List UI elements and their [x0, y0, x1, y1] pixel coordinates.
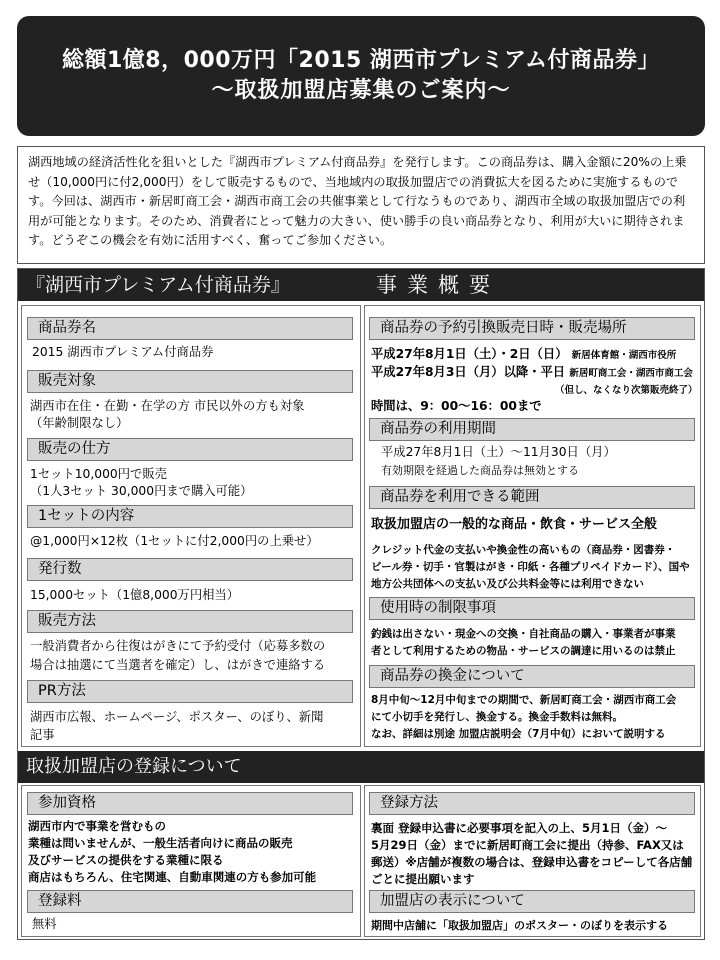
overview-heading-title: 『湖西市プレミアム付商品券』: [26, 274, 290, 296]
sale-date-1-main: 平成27年8月1日（土）・2日（日）: [371, 347, 568, 361]
label-usage-period: 商品券の利用期間: [369, 418, 695, 441]
value-qual-4: 商店はもちろん、住宅関連、自動車関連の方も参加可能: [28, 870, 317, 884]
label-issue-count: 発行数: [27, 558, 353, 581]
value-method-1: 裏面 登録申込書に必要事項を記入の上、5月1日（金）～: [371, 821, 668, 835]
value-scope-line-2: ビール券・切手・官製はがき・印紙・各種プリペイドカード）、国や: [371, 561, 690, 573]
label-registration-fee: 登録料: [27, 890, 353, 913]
value-limits-2: 者として利用するための物品・サービスの調達に用いるのは禁止: [371, 645, 676, 657]
value-limits-1: 釣銭は出さない・現金への交換・自社商品の購入・事業者が事業: [371, 628, 676, 640]
value-sale-note: （但し、なくなり次第販売終了）: [555, 385, 698, 396]
value-pr-method-2: 記事: [30, 728, 55, 742]
value-set-content: @1,000円×12枚（1セットに付2,000円の上乗せ）: [30, 534, 319, 548]
label-sale-target: 販売対象: [27, 370, 353, 393]
value-sale-time: 時間は、9：00～16：00まで: [371, 399, 542, 413]
label-store-display: 加盟店の表示について: [369, 890, 695, 913]
label-qualification: 参加資格: [27, 792, 353, 815]
value-qual-3: 及びサービスの提供をする業種に限る: [28, 853, 224, 867]
sub-title: ～取扱加盟店募集のご案内～: [211, 78, 511, 103]
overview-right-column: [364, 305, 701, 747]
label-sale-method: 販売方法: [27, 610, 353, 633]
overview-frame: [17, 268, 705, 940]
intro-text: 湖西地域の経済活性化を狙いとした『湖西市プレミアム付商品券』を発行します。この商品券は、購入金額に20%の上乗せ（10,000円に付2,000円）をして販売するもので、当地域内の取扱加盟店での消費拡大を図るために実施するものです。今回は、湖西市・新居町商工会・湖西市商工会の共催事業として行なうものであり、湖西市全域の取扱加盟店での利用が可能となります。そのため、消費者にとって魅力の大きい、使い勝手の良い商品券となり、利用が大いに期待されます。どうぞこの機会を有効に活用すべく、奮ってご参加ください。: [17, 146, 705, 264]
label-ticket-name: 商品券名: [27, 317, 353, 340]
sale-date-2-place: 新居町商工会・湖西市商工会: [569, 368, 693, 379]
value-usage-scope: 取扱加盟店の一般的な商品・飲食・サービス全般: [371, 517, 658, 532]
value-sale-date-2: [371, 364, 693, 382]
value-qual-2: 業種は問いませんが、一般生活者向けに商品の販売: [28, 836, 293, 850]
value-sale-method-1: 一般消費者から往復はがきにて予約受付（応募多数の: [30, 639, 326, 653]
label-exchange: 商品券の換金について: [369, 665, 695, 688]
value-exchange-2: にて小切手を発行し、換金する。換金手数料は無料。: [371, 711, 623, 723]
value-pr-method-1: 湖西市広報、ホームページ、ポスター、のぼり、新聞: [30, 710, 324, 724]
value-qual-1: 湖西市内で事業を営むもの: [28, 819, 166, 833]
overview-heading: [18, 269, 704, 301]
value-exchange-1: 8月中旬～12月中旬までの期間で、新居町商工会・湖西市商工会: [371, 694, 677, 706]
value-store-display: 期間中店舗に「取扱加盟店」のポスター・のぼりを表示する: [371, 919, 668, 932]
overview-heading-sub: 事業概要: [376, 273, 500, 297]
value-sale-method-2: 場合は抽選にて当選者を確定）し、はがきで連絡する: [30, 658, 326, 672]
value-sale-way-1: 1セット10,000円で販売: [30, 467, 167, 481]
value-method-4: ごとに提出願います: [371, 872, 475, 886]
value-method-2: 5月29日（金）までに新居町商工会に提出（持参、FAX又は: [371, 838, 684, 852]
label-usage-limits: 使用時の制限事項: [369, 597, 695, 620]
registration-heading: 取扱加盟店の登録について: [18, 751, 704, 783]
label-registration-method: 登録方法: [369, 792, 695, 815]
value-sale-target-1: 湖西市在住・在勤・在学の方 市民以外の方も対象: [30, 399, 305, 413]
label-sale-schedule: 商品券の予約引換販売日時・販売場所: [369, 317, 695, 340]
value-ticket-name: 2015 湖西市プレミアム付商品券: [32, 345, 214, 359]
value-usage-period: 平成27年8月1日（土）～11月30日（月）: [381, 445, 616, 459]
main-title: 総額1億8，000万円「2015 湖西市プレミアム付商品券」: [61, 48, 660, 73]
value-sale-way-2: （1人3セット 30,000円まで購入可能）: [30, 484, 253, 498]
sale-date-1-place: 新居体育館・湖西市役所: [571, 350, 677, 361]
label-pr-method: PR方法: [27, 680, 353, 703]
title-banner: [17, 16, 705, 136]
value-sale-target-2: （年齢制限なし）: [30, 416, 129, 430]
value-exchange-3: なお、詳細は別途 加盟店説明会（7月中旬）において説明する: [371, 728, 666, 740]
sale-date-2-main: 平成27年8月3日（月）以降・平日: [371, 365, 566, 379]
registration-right-column: [364, 785, 701, 937]
overview-left-column: [21, 305, 361, 747]
value-scope-line-3: 地方公共団体への支払い及び公共料金等には利用できない: [371, 578, 644, 590]
label-sale-way: 販売の仕方: [27, 438, 353, 461]
value-issue-count: 15,000セット（1億8,000万円相当）: [30, 588, 240, 602]
value-sale-date-1: [371, 346, 676, 364]
registration-left-column: [21, 785, 361, 937]
label-set-content: 1セットの内容: [27, 505, 353, 528]
label-usage-scope: 商品券を利用できる範囲: [369, 486, 695, 509]
value-method-3: 郵送）※店舗が複数の場合は、登録申込書をコピーして各店舗: [371, 855, 693, 869]
value-registration-fee: 無料: [32, 917, 57, 931]
value-scope-line-1: クレジット代金の支払いや換金性の高いもの（商品券・図書券・: [371, 544, 676, 556]
value-usage-period-note: 有効期限を経過した商品券は無効とする: [381, 464, 579, 477]
